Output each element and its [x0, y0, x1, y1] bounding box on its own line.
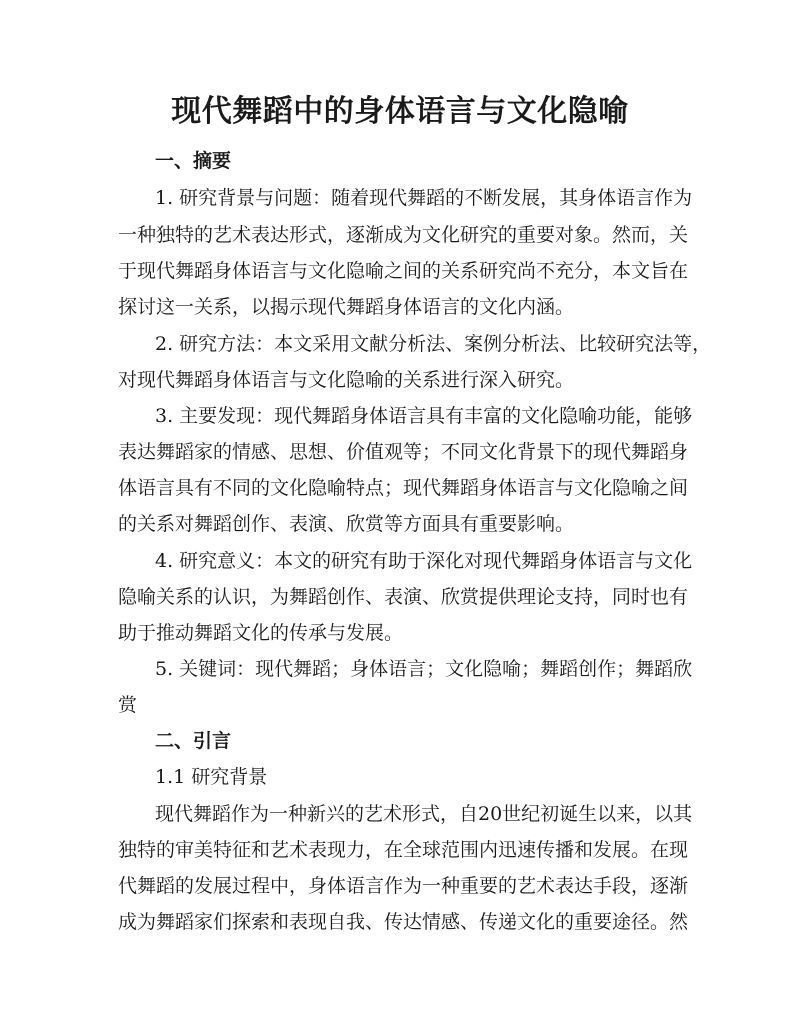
- intro-paragraph-line-2: 独特的审美特征和艺术表现力，在全球范围内迅速传播和发展。在现: [118, 839, 689, 861]
- abstract-item-1-line-1: 1. 研究背景与问题：随着现代舞蹈的不断发展，其身体语言作为: [155, 187, 693, 209]
- subsection-heading-background: 1.1 研究背景: [155, 766, 268, 788]
- intro-paragraph-line-3: 代舞蹈的发展过程中，身体语言作为一种重要的艺术表达手段，逐渐: [118, 875, 689, 897]
- abstract-item-3-line-4: 的关系对舞蹈创作、表演、欣赏等方面具有重要影响。: [118, 513, 575, 535]
- abstract-item-4-line-1: 4. 研究意义：本文的研究有助于深化对现代舞蹈身体语言与文化: [155, 550, 693, 572]
- section-heading-abstract: 一、摘要: [155, 150, 232, 172]
- abstract-item-5-line-1: 5. 关键词：现代舞蹈；身体语言；文化隐喻；舞蹈创作；舞蹈欣: [155, 658, 693, 680]
- abstract-item-1-line-2: 一种独特的艺术表达形式，逐渐成为文化研究的重要对象。然而，关: [118, 224, 689, 246]
- section-heading-introduction: 二、引言: [155, 730, 232, 752]
- abstract-item-3-line-1: 3. 主要发现：现代舞蹈身体语言具有丰富的文化隐喻功能，能够: [155, 405, 693, 427]
- abstract-item-2-line-2: 对现代舞蹈身体语言与文化隐喻的关系进行深入研究。: [118, 369, 575, 391]
- abstract-item-4-line-2: 隐喻关系的认识，为舞蹈创作、表演、欣赏提供理论支持，同时也有: [118, 586, 689, 608]
- abstract-item-3-line-2: 表达舞蹈家的情感、思想、价值观等；不同文化背景下的现代舞蹈身: [118, 441, 689, 463]
- intro-paragraph-line-4: 成为舞蹈家们探索和表现自我、传达情感、传递文化的重要途径。然: [118, 911, 689, 933]
- document-title: 现代舞蹈中的身体语言与文化隐喻: [171, 94, 629, 129]
- abstract-item-1-line-4: 探讨这一关系，以揭示现代舞蹈身体语言的文化内涵。: [118, 296, 575, 318]
- abstract-item-4-line-3: 助于推动舞蹈文化的传承与发展。: [118, 622, 404, 644]
- intro-paragraph-line-1: 现代舞蹈作为一种新兴的艺术形式，自20世纪初诞生以来，以其: [155, 803, 693, 825]
- abstract-item-1-line-3: 于现代舞蹈身体语言与文化隐喻之间的关系研究尚不充分，本文旨在: [118, 260, 689, 282]
- abstract-item-5-line-2: 赏: [118, 694, 138, 716]
- abstract-item-3-line-3: 体语言具有不同的文化隐喻特点；现代舞蹈身体语言与文化隐喻之间: [118, 477, 689, 499]
- abstract-item-2-line-1: 2. 研究方法：本文采用文献分析法、案例分析法、比较研究法等，: [155, 333, 712, 355]
